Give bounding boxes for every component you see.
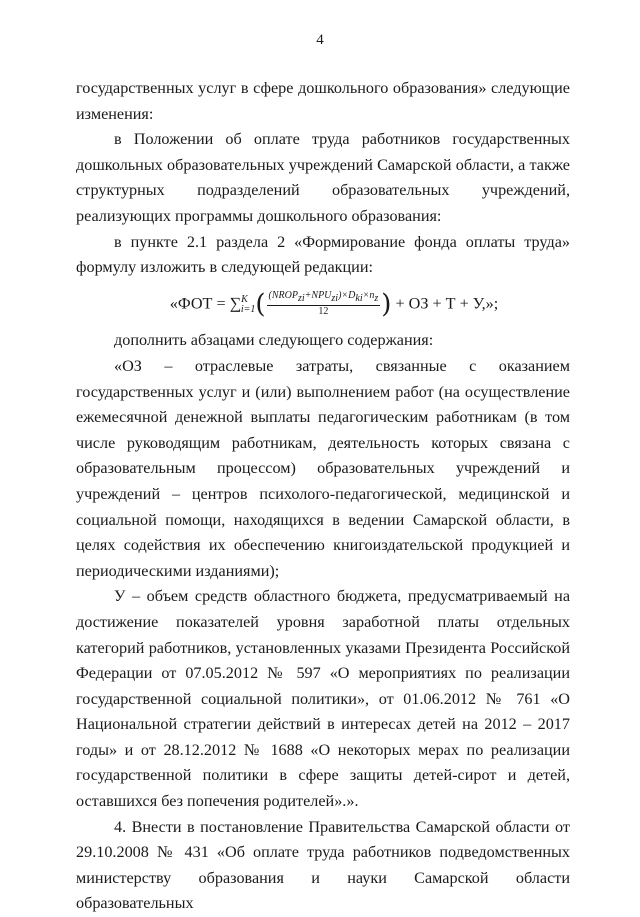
sum-lower: i=1 bbox=[240, 304, 256, 316]
formula-prefix: «ФОТ = bbox=[169, 294, 230, 313]
paragraph-2: в Положении об оплате труда работников государственных дошкольных образовательных учреждений Самарской области, а также структурных подразделений образовательных учреждений, реализующих программы дошкольного образования: bbox=[76, 130, 570, 225]
left-paren: ( bbox=[255, 289, 266, 320]
formula-fraction bbox=[267, 290, 381, 318]
fraction-numerator: $(NROP_{zi}+NPU_{zi})\times D_{ki}\times n_z$ bbox=[268, 290, 379, 305]
formula-suffix: + ОЗ + Т + У,»; bbox=[391, 294, 499, 313]
paragraph-7: 4. Внести в постановление Правительства Самарской области от 29.10.2008 № 431 «Об оплате труда работников подведомственных министерству образования и науки Самарской области образовательных bbox=[76, 817, 570, 913]
document-body bbox=[76, 76, 570, 917]
paragraph-1: государственных услуг в сфере дошкольного образования» следующие изменения: bbox=[76, 79, 570, 123]
right-paren: ) bbox=[381, 289, 392, 320]
fraction-denominator: 12 bbox=[318, 306, 329, 318]
sum-upper: K bbox=[241, 293, 248, 305]
paragraph-4: дополнить абзацами следующего содержания: bbox=[114, 331, 434, 350]
page-number: 4 bbox=[316, 32, 324, 48]
sum-sign: ∑ bbox=[229, 294, 242, 313]
formula-fot bbox=[98, 283, 570, 328]
paragraph-5: «ОЗ – отраслевые затраты, связанные с оказанием государственных услуг и (или) выполнением работ (на осуществление ежемесячной денежной выплаты педагогическим работникам (в том числе руководящим работникам, деятельность которых связана с образовательным процессом) образовательных учреждений и учреждений – центров психолого-педагогической, медицинской и социальной помощи, находящихся в ведении Самарской области, в целях содействия их обеспечению книгоиздательской продукцией и периодическими изданиями); bbox=[76, 356, 570, 580]
paragraph-3: в пункте 2.1 раздела 2 «Формирование фонда оплаты труда» формулу изложить в следующей редакции: bbox=[76, 232, 570, 277]
paragraph-6: У – объем средств областного бюджета, предусматриваемый на достижение показателей уровня заработной платы отдельных категорий работников, установленных указами Президента Российской Федерации от 07.05.2012 № 597 «О мероприятиях по реализации государственной социальной политики», от 01.06.2012 № 761 «О Национальной стратегии действий в интересах детей на 2012 – 2017 годы» и от 28.12.2012 № 1688 «О некоторых мерах по реализации государственной политики в сфере защиты детей-сирот и детей, оставшихся без попечения родителей».». bbox=[76, 587, 570, 811]
